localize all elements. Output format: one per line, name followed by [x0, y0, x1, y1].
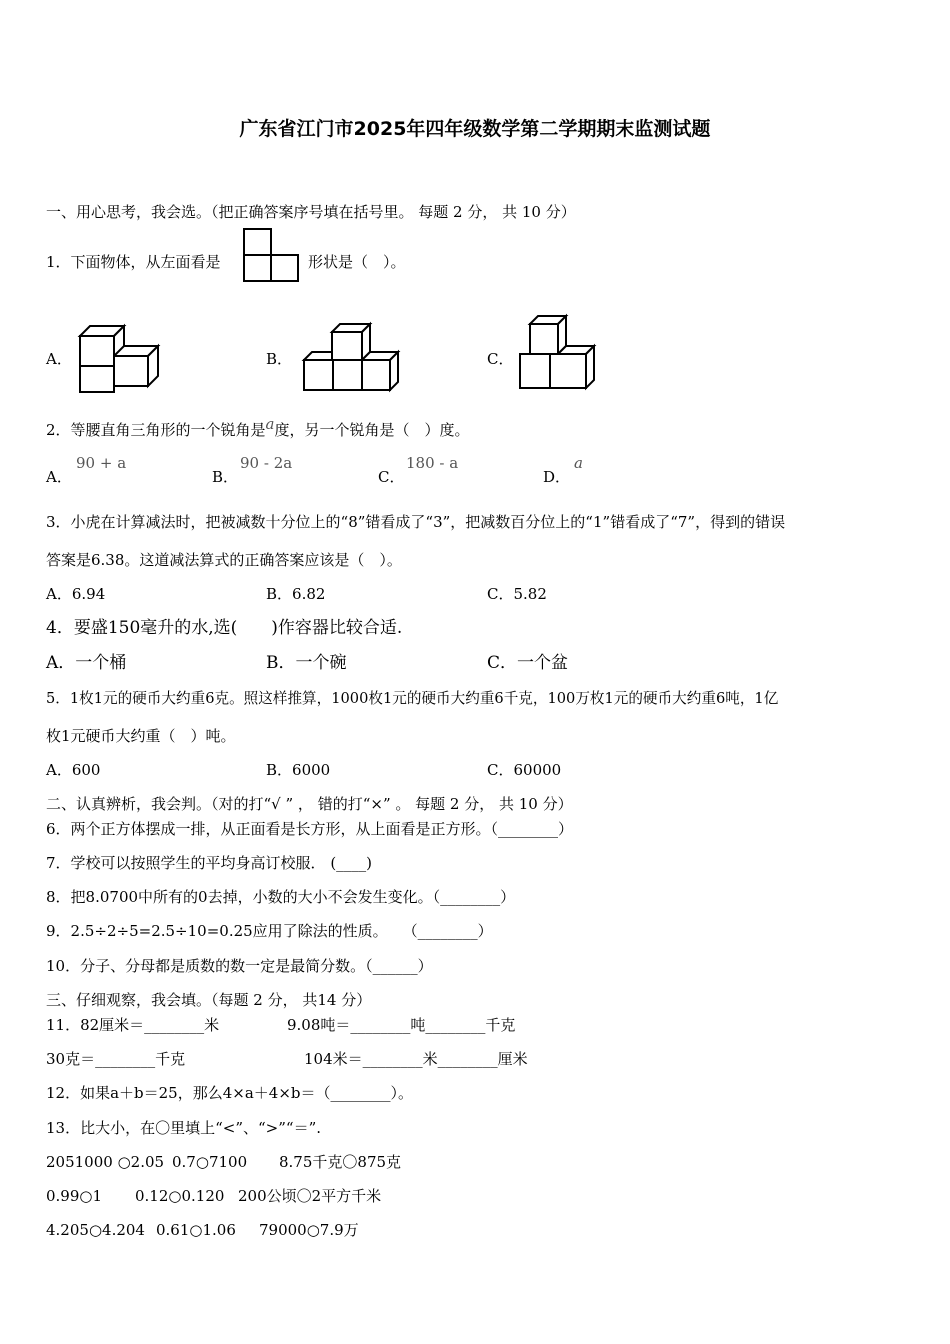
q1-option-b-cubes: [302, 322, 400, 392]
q13-row3-a: 4.205○4.204: [46, 1221, 145, 1239]
q13-stem: 13．比大小，在〇里填上“<”、“>”“＝”.: [46, 1119, 322, 1137]
q11-row2-right: 104米＝________米________厘米: [304, 1050, 528, 1068]
q1-left-view-figure: [243, 228, 299, 282]
q13-row1-a: 2051000 ○2.05: [46, 1153, 165, 1171]
q13-row2-b: 0.12○0.120: [135, 1187, 225, 1205]
q13-row2-a: 0.99○1: [46, 1187, 103, 1205]
q2-option-a-label[interactable]: A．: [46, 468, 72, 486]
q3-option-c[interactable]: C．5.82: [487, 585, 547, 603]
q2-option-b-expr: 90 - 2a: [240, 454, 293, 472]
q2-stem: [46, 415, 470, 440]
q2-option-d-label[interactable]: D．: [543, 468, 571, 486]
q1-option-a-label[interactable]: A．: [46, 350, 72, 368]
q10: 10．分子、分母都是质数的数一定是最简分数。（______）: [46, 957, 433, 975]
q3-option-b[interactable]: B．6.82: [266, 585, 326, 603]
q1-suffix: 形状是（ ）。: [308, 253, 406, 271]
q11-row1-left: 11．82厘米＝________米: [46, 1016, 220, 1034]
q5-option-c[interactable]: C．60000: [487, 761, 562, 779]
q5-line1: 5．1枚1元的硬币大约重6克。照这样推算，1000枚1元的硬币大约重6千克，100万枚1元的硬币大约重6吨，1亿: [46, 690, 779, 707]
q5-option-a[interactable]: A．600: [46, 761, 101, 779]
q9: 9．2.5÷2÷5=2.5÷10=0.25应用了除法的性质。 （________）: [46, 922, 493, 940]
q8: 8．把8.0700中所有的0去掉，小数的大小不会发生变化。（________）: [46, 888, 516, 906]
q4-stem: 4．要盛150毫升的水,选( )作容器比较合适.: [46, 618, 403, 638]
q1-option-c-cubes: [518, 314, 596, 392]
q5-option-b[interactable]: B．6000: [266, 761, 331, 779]
q5-line2: 枚1元硬币大约重（ ）吨。: [46, 727, 236, 745]
section2-heading: 二、认真辨析，我会判。（对的打“√ ” ， 错的打“×” 。 每题 2 分， 共 10 分）: [46, 795, 573, 813]
q3-line2: 答案是6.38。这道减法算式的正确答案应该是（ ）。: [46, 551, 402, 569]
q11-row1-right: 9.08吨＝________吨________千克: [287, 1016, 516, 1034]
q7: 7．学校可以按照学生的平均身高订校服． (____): [46, 854, 373, 872]
q6: 6．两个正方体摆成一排，从正面看是长方形，从上面看是正方形。（________）: [46, 820, 574, 838]
q13-row3-b: 0.61○1.06: [156, 1221, 236, 1239]
q4-option-c[interactable]: C．一个盆: [487, 653, 569, 673]
q12: 12．如果a＋b＝25，那么4×a＋4×b＝（________）。: [46, 1084, 413, 1102]
q4-option-a[interactable]: A．一个桶: [46, 653, 127, 673]
q1-prefix: 1．下面物体，从左面看是: [46, 253, 221, 271]
q2-option-a-expr: 90 + a: [76, 454, 127, 472]
q2-option-c-label[interactable]: C．: [378, 468, 405, 486]
section3-heading: 三、仔细观察，我会填。（每题 2 分， 共14 分）: [46, 991, 372, 1009]
q13-row2-c: 200公顷〇2平方千米: [238, 1187, 382, 1205]
q13-row1-b: 0.7○7100: [172, 1153, 248, 1171]
q2-stem-var: a: [265, 415, 275, 433]
page-title: 广东省江门市2025年四年级数学第二学期期末监测试题: [239, 118, 711, 140]
q3-option-a[interactable]: A．6.94: [46, 585, 106, 603]
q13-row3-c: 79000○7.9万: [259, 1221, 359, 1239]
q2-stem-after: 度，另一个锐角是（ ）度。: [274, 421, 470, 439]
section1-heading: 一、用心思考，我会选。（把正确答案序号填在括号里。 每题 2 分， 共 10 分）: [46, 203, 576, 221]
q1-option-a-cubes: [78, 324, 158, 392]
q11-row2-left: 30克＝________千克: [46, 1050, 186, 1068]
q13-row1-c: 8.75千克〇875克: [279, 1153, 402, 1171]
q2-option-d-expr: a: [574, 454, 583, 472]
q4-option-b[interactable]: B．一个碗: [266, 653, 347, 673]
q2-option-c-expr: 180 - a: [406, 454, 459, 472]
q2-option-b-label[interactable]: B．: [212, 468, 239, 486]
q2-stem-before: 2．等腰直角三角形的一个锐角是: [46, 421, 266, 439]
q3-line1: 3．小虎在计算减法时，把被减数十分位上的“8”错看成了“3”，把减数百分位上的“1”错看成了“7”，得到的错误: [46, 513, 786, 531]
q1-option-c-label[interactable]: C．: [487, 350, 514, 368]
q1-option-b-label[interactable]: B．: [266, 350, 293, 368]
